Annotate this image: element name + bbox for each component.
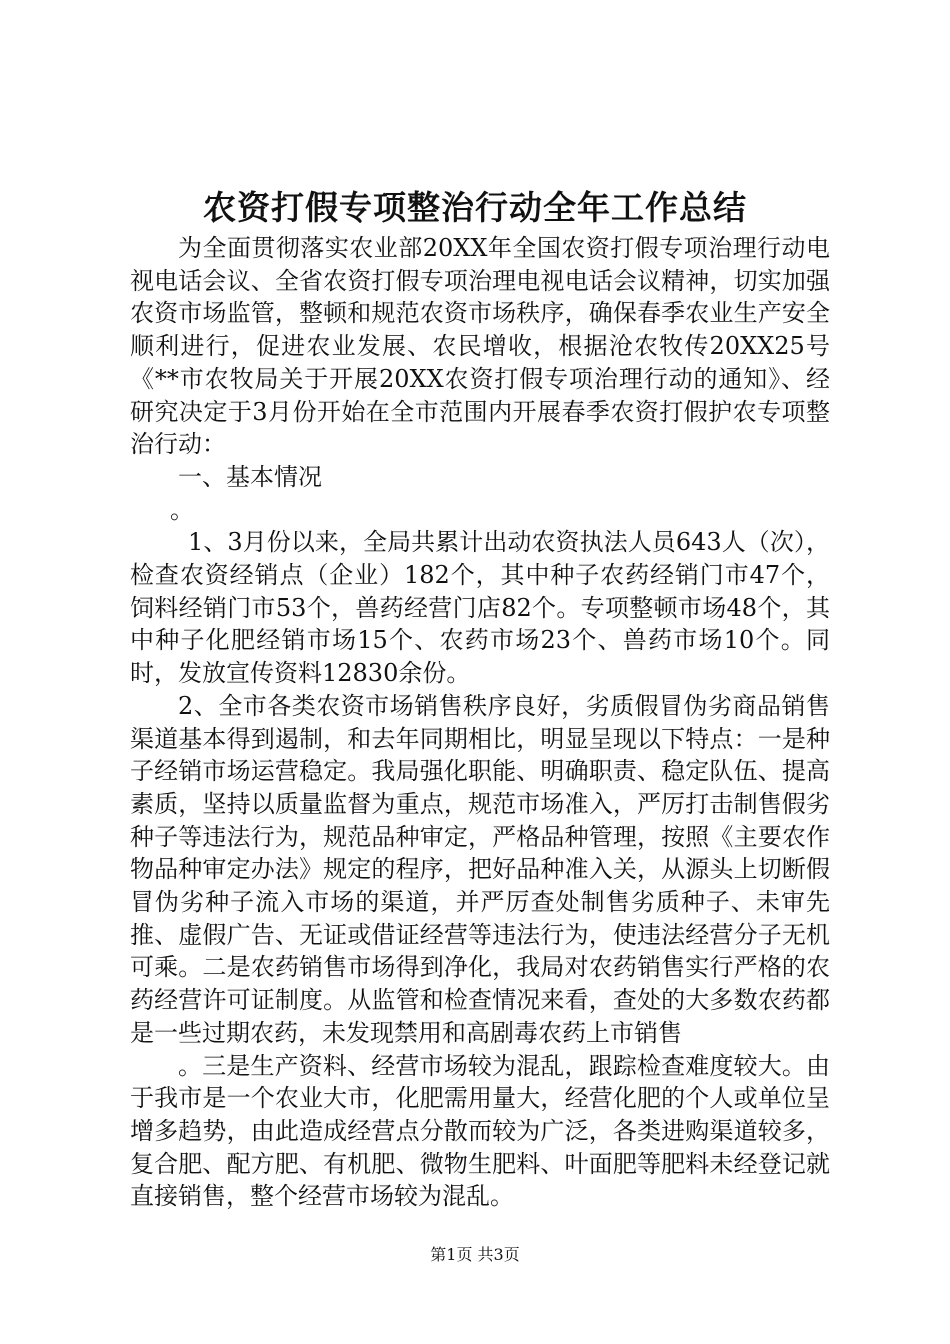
stray-period-line: 。: [170, 495, 194, 524]
intro-paragraph: 为全面贯彻落实农业部20XX年全国农资打假专项治理行动电视电话会议、全省农资打假专项治理电视电话会议精神，切实加强农资市场监管，整顿和规范农资市场秩序，确保春季农业生产安全顺利进行，促进农业发展、农民增收，根据沧农牧传20XX25号《**市农牧局关于开展20XX农资打假专项治理行动的通知》、经研究决定于3月份开始在全市范围内开展春季农资打假护农专项整治行动：: [130, 234, 830, 459]
document-title: 农资打假专项整治行动全年工作总结: [203, 188, 747, 227]
section-heading-basic-situation: 一、基本情况: [178, 462, 322, 491]
page-footer: 第1页 共3页: [430, 1245, 520, 1264]
item-3-paragraph: 。三是生产资料、经营市场较为混乱，跟踪检查难度较大。由于我市是一个农业大市，化肥需用量大，经营化肥的个人或单位呈增多趋势，由此造成经营点分散而较为广泛，各类进购渠道较多，复合肥、配方肥、有机肥、微物生肥料、叶面肥等肥料未经登记就直接销售，整个经营市场较为混乱。: [130, 1051, 830, 1211]
document-body: [130, 232, 830, 1213]
item-1-paragraph: 1、3月份以来，全局共累计出动农资执法人员643人（次），检查农资经销点（企业）182个，其中种子农药经销门市47个，饲料经销门市53个，兽药经营门店82个。专项整顿市场48个，其中种子化肥经销市场15个、农药市场23个、兽药市场10个。同时，发放宣传资料12830余份。: [130, 528, 830, 688]
item-2-paragraph: 2、全市各类农资市场销售秩序良好，劣质假冒伪劣商品销售渠道基本得到遏制，和去年同期相比，明显呈现以下特点：一是种子经销市场运营稳定。我局强化职能、明确职责、稳定队伍、提高素质，坚持以质量监督为重点，规范市场准入，严厉打击制售假劣种子等违法行为，规范品种审定，严格品种管理，按照《主要农作物品种审定办法》规定的程序，把好品种准入关，从源头上切断假冒伪劣种子流入市场的渠道，并严厉查处制售劣质种子、未审先推、虚假广告、无证或借证经营等违法行为，使违法经营分子无机可乘。二是农药销售市场得到净化，我局对农药销售实行严格的农药经营许可证制度。从监管和检查情况来看，查处的大多数农药都是一些过期农药，未发现禁用和高剧毒农药上市销售: [130, 691, 830, 1047]
